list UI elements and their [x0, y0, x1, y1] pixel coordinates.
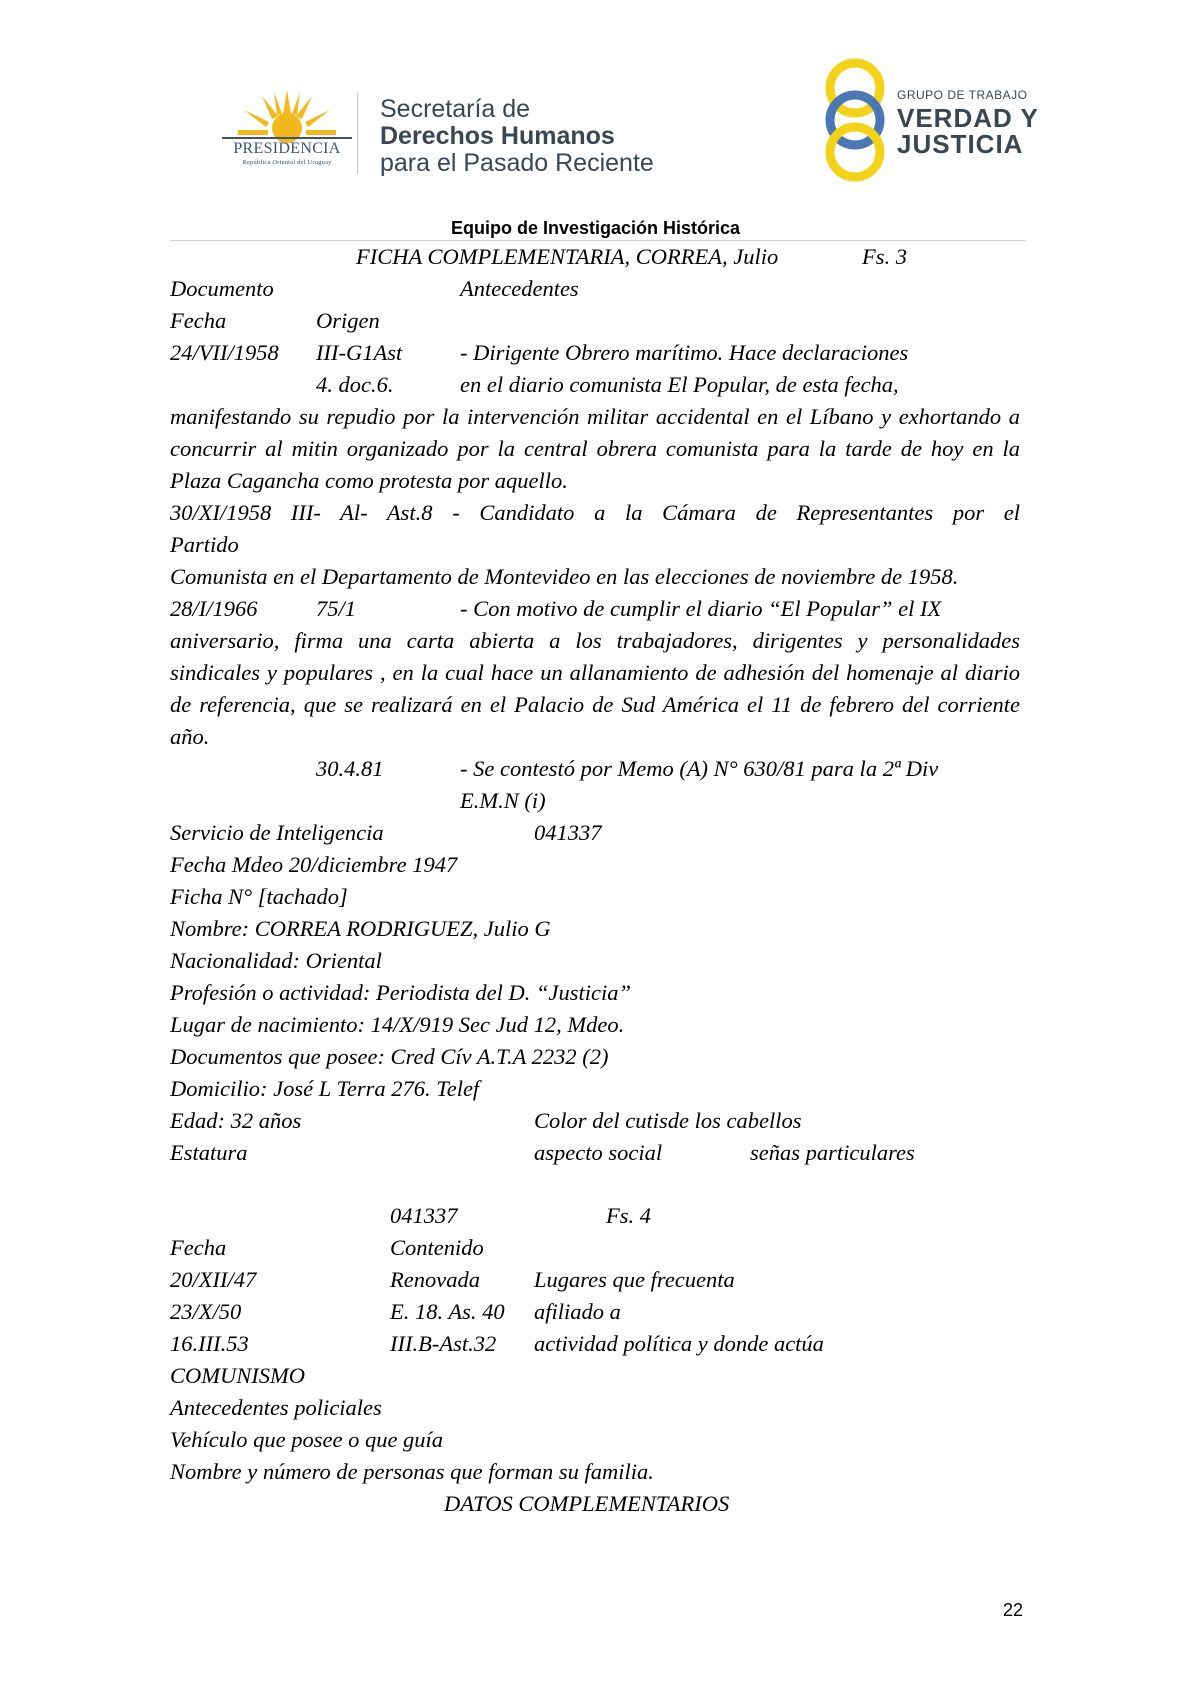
entry-3-origin: 75/1: [316, 596, 357, 621]
ficha-nacionalidad: Nacionalidad: Oriental: [170, 948, 382, 973]
back-row-fecha: 16.III.53: [170, 1331, 249, 1356]
entry-1-origin: III-G1Ast: [316, 340, 403, 365]
ficha-senas: señas particulares: [750, 1140, 915, 1165]
back-comunismo: COMUNISMO: [170, 1363, 305, 1388]
back-col-contenido: Contenido: [390, 1235, 484, 1260]
ficha-color: Color del cutisde los cabellos: [534, 1108, 802, 1133]
presidencia-sub: República Oriental del Uruguay: [242, 159, 332, 166]
entry-3-date: 28/I/1966: [170, 596, 258, 621]
back-row-fecha: 20/XII/47: [170, 1267, 257, 1292]
grupo-line-1: VERDAD Y: [897, 103, 1039, 133]
ficha-edad: Edad: 32 años: [170, 1108, 302, 1133]
folio-4: Fs. 4: [606, 1203, 651, 1228]
secretaria-line-1: Secretaría de: [380, 95, 531, 123]
secretaria-logo-text: [380, 96, 654, 177]
ficha-numero: 041337: [534, 820, 602, 845]
entry-1-text-1: - Dirigente Obrero marítimo. Hace declaraciones: [460, 340, 909, 365]
sun-icon: [212, 88, 362, 144]
back-row-contenido: Renovada: [390, 1267, 480, 1292]
verdad-justicia-logo: [815, 55, 1039, 185]
header-rule: [170, 240, 1026, 241]
back-row-extra: Lugares que frecuenta: [534, 1267, 735, 1292]
grupo-small-label: GRUPO DE TRABAJO: [897, 88, 1028, 102]
back-row-contenido: III.B-Ast.32: [390, 1331, 497, 1356]
col-origen: Origen: [316, 308, 380, 333]
grupo-line-2: JUSTICIA: [897, 129, 1024, 159]
ficha-profesion: Profesión o actividad: Periodista del D. “Justicia”: [170, 980, 631, 1005]
col-documento: Documento: [170, 276, 274, 301]
entry-4-text-2: E.M.N (i): [460, 788, 546, 813]
entry-2-word: Partido: [170, 532, 239, 557]
ficha-estatura: Estatura: [170, 1140, 248, 1165]
back-row-contenido: E. 18. As. 40: [390, 1299, 505, 1324]
team-title: Equipo de Investigación Histórica: [450, 218, 741, 238]
back-row-extra: afiliado a: [534, 1299, 621, 1324]
entry-1-paragraph: manifestando su repudio por la intervención militar accidental en el Líbano y exhortando a concurrir al mitin organizado por la central obrera comunista para la tarde de hoy en la Plaza Cagancha como protesta por aquello.: [170, 404, 1020, 493]
entry-3-text-1: - Con motivo de cumplir el diario “El Popular” el IX: [460, 596, 942, 621]
entry-1-date: 24/VII/1958: [170, 340, 279, 365]
secretaria-line-2: Derechos Humanos: [380, 122, 615, 150]
ficha-aspecto: aspecto social: [534, 1140, 663, 1165]
entry-3-paragraph: aniversario, firma una carta abierta a los trabajadores, dirigentes y personalidades sindicales y populares , en la cual hace un allanamiento de adhesión del homenaje al diario de referencia, que se realizará en el Palacio de Sud América el 11 de febrero del corriente año.: [170, 628, 1020, 749]
col-fecha: Fecha: [170, 308, 227, 333]
back-antecedentes: Antecedentes policiales: [170, 1395, 382, 1420]
page-number: 22: [1003, 1600, 1024, 1620]
folio-3: Fs. 3: [862, 244, 907, 269]
doc-title: FICHA COMPLEMENTARIA, CORREA, Julio: [356, 244, 779, 269]
back-col-fecha: Fecha: [170, 1235, 227, 1260]
entry-1-text-2: en el diario comunista El Popular, de esta fecha,: [460, 372, 899, 397]
presidencia-logo: [212, 88, 362, 176]
linked-rings-icon: [815, 55, 895, 185]
entry-4-origin: 30.4.81: [316, 756, 384, 781]
secretaria-line-3: para el Pasado Reciente: [380, 149, 654, 177]
back-numero: 041337: [390, 1203, 458, 1228]
ficha-no: Ficha N° [tachado]: [170, 884, 348, 909]
ficha-documentos: Documentos que posee: Cred Cív A.T.A 2232 (2): [170, 1044, 609, 1069]
ficha-nacimiento: Lugar de nacimiento: 14/X/919 Sec Jud 12, Mdeo.: [170, 1012, 625, 1037]
back-familia: Nombre y número de personas que forman su familia.: [170, 1459, 654, 1484]
back-datos-complementarios: DATOS COMPLEMENTARIOS: [444, 1491, 730, 1516]
presidencia-label: PRESIDENCIA: [233, 140, 341, 157]
back-row-fecha: 23/X/50: [170, 1299, 242, 1324]
entry-2-line: 30/XI/1958 III- Al- Ast.8 - Candidato a la Cámara de Representantes por el: [170, 500, 1020, 525]
servicio-label: Servicio de Inteligencia: [170, 820, 384, 845]
ficha-domicilio: Domicilio: José L Terra 276. Telef: [170, 1076, 480, 1101]
col-antecedentes: Antecedentes: [460, 276, 579, 301]
back-row-extra: actividad política y donde actúa: [534, 1331, 824, 1356]
entry-1-origin-2: 4. doc.6.: [316, 372, 394, 397]
ficha-fecha: Fecha Mdeo 20/diciembre 1947: [170, 852, 458, 877]
entry-4-text-1: - Se contestó por Memo (A) N° 630/81 para la 2ª Div: [460, 756, 939, 781]
back-vehiculo: Vehículo que posee o que guía: [170, 1427, 444, 1452]
header-divider: [357, 92, 358, 174]
ficha-nombre: Nombre: CORREA RODRIGUEZ, Julio G: [170, 916, 551, 941]
entry-2-paragraph: Comunista en el Departamento de Montevideo en las elecciones de noviembre de 1958.: [170, 564, 959, 589]
